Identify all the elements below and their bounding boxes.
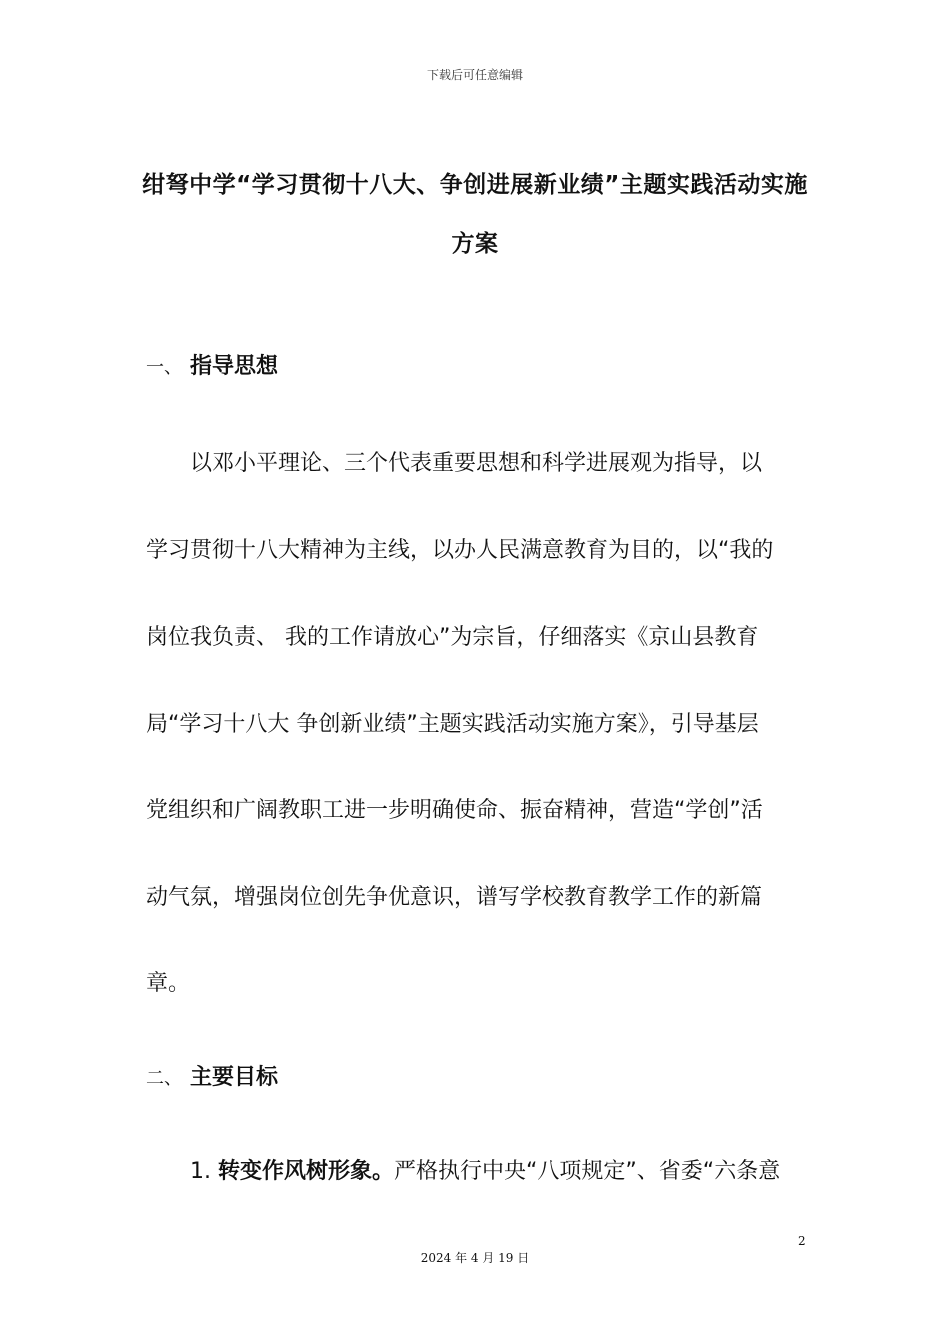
section-title: 指导思想: [190, 354, 279, 379]
document-title-line-1: 绀弩中学“学习贯彻十八大、争创进展新业绩”主题实践活动实施: [142, 172, 808, 198]
footer-date: 2024 年 4 月 19 日: [420, 1251, 530, 1265]
section-heading-main-goals: [146, 1060, 278, 1091]
paragraph-line: 学习贯彻十八大精神为主线，以办人民满意教育为目的，以“我的: [146, 538, 774, 563]
paragraph-line: 岗位我负责、 我的工作请放心”为宗旨，仔细落实《京山县教育: [146, 625, 759, 650]
section-heading-guiding-ideology: [146, 349, 278, 380]
section-number: 二、: [146, 1068, 182, 1089]
list-item-text: 严格执行中央“八项规定”、省委“六条意: [394, 1159, 781, 1184]
section-number: 一、: [146, 357, 182, 378]
paragraph-line: 章。: [146, 971, 191, 996]
document-title-line-2: 方案: [451, 231, 499, 257]
list-item: [190, 1154, 780, 1185]
header-note: 下载后可任意编辑: [426, 68, 523, 82]
list-item-lead: 转变作风树形象。: [218, 1159, 395, 1184]
list-item-number: 1.: [190, 1159, 211, 1184]
paragraph-line: 党组织和广阔教职工进一步明确使命、振奋精神，营造“学创”活: [146, 798, 763, 823]
section-title: 主要目标: [190, 1065, 279, 1090]
paragraph-line: 动气氛，增强岗位创先争优意识，谱写学校教育教学工作的新篇: [146, 885, 763, 910]
paragraph-line: 局“学习十八大 争创新业绩”主题实践活动实施方案》，引导基层: [146, 712, 759, 737]
paragraph-line: 以邓小平理论、三个代表重要思想和科学进展观为指导，以: [190, 451, 763, 476]
page-number: 2: [798, 1234, 806, 1248]
